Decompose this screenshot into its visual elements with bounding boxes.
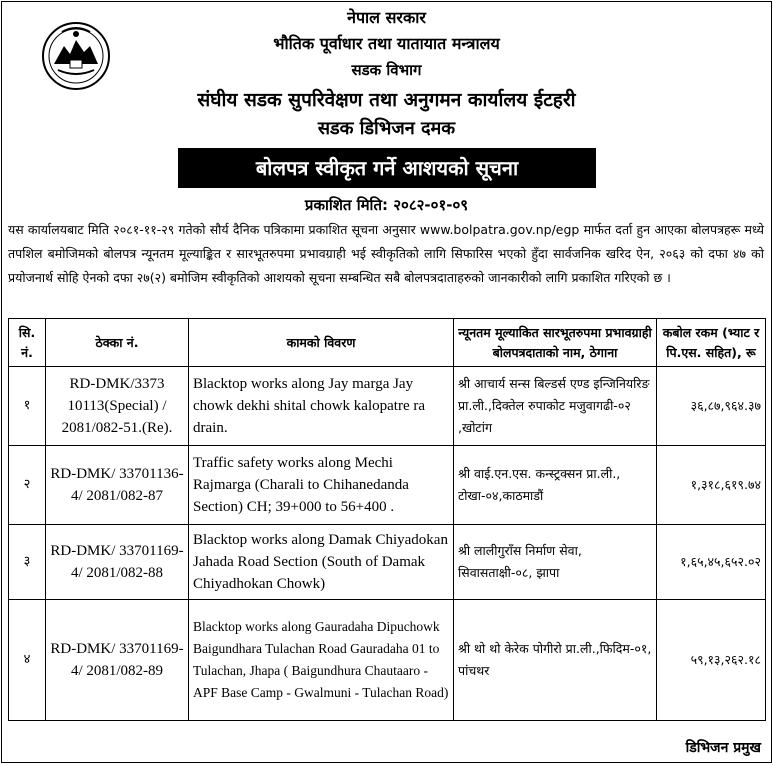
row-contract-no: RD-DMK/ 33701136-4/ 2081/082-87: [46, 446, 189, 525]
row-contract-no: RD-DMK/3373 10113(Special) / 2081/082-51.(Re).: [46, 367, 189, 446]
row-amount: ५९,१३,२६२.१८: [657, 600, 766, 721]
row-amount: ३६,८७,९६४.३७: [657, 367, 766, 446]
row-amount: १,३१८,६१९.७४: [657, 446, 766, 525]
ministry-name: भौतिक पूर्वाधार तथा यातायात मन्त्रालय: [273, 34, 500, 53]
table-row: [9, 446, 766, 525]
header-contract-no: ठेक्का नं.: [46, 319, 189, 367]
government-name: नेपाल सरकार: [347, 8, 426, 27]
row-description: Traffic safety works along Mechi Rajmarga (Charali to Chihanedanda Section) CH; 39+000 to 56+400 .: [189, 446, 454, 525]
intro-paragraph: यस कार्यालयबाट मिति २०८१-११-२९ गतेको सौर्य दैनिक पत्रिकामा प्रकाशित सूचना अनुसार www.bolpatra.gov.np/egp मार्फत दर्ता हुन आएका बोलपत्रहरू मध्ये तपशिल बमोजिमको बोलपत्र न्यूनतम मूल्याङ्कित र सारभूतरुपमा प्रभावग्राही भई स्वीकृतिको लागि सिफारिस भएको हुँदा सार्वजनिक खरिद ऐन, २०६३ को दफा ४७ को प्रयोजनार्थ सोहि ऐनको दफा २७(२) बमोजिम स्वीकृतिको आशयको सूचना सम्बन्धित सबै बोलपत्रदाताहरुको जानकारीको लागि प्रकाशित गरिएको छ ।: [8, 222, 764, 285]
header-description: कामको विवरण: [189, 319, 454, 367]
row-amount: १,६५,४५,६५२.०२: [657, 525, 766, 600]
row-bidder: श्री वाई.एन.एस. कन्स्ट्रक्सन प्रा.ली., टोखा-०४,काठमाडौं: [454, 446, 657, 525]
row-contract-no: RD-DMK/ 33701169-4/ 2081/082-88: [46, 525, 189, 600]
header-bidder: न्यूनतम मूल्याकित सारभूतरुपमा प्रभावग्राही बोलपत्रदाताको नाम, ठेगाना: [454, 319, 657, 367]
row-bidder: श्री थो थो केरेक पोगीरो प्रा.ली.,फिदिम-०१, पांचथर: [454, 600, 657, 721]
header-sn: सि. नं.: [9, 319, 46, 367]
table-row: [9, 367, 766, 446]
division-name: सडक डिभिजन दमक: [317, 118, 456, 139]
row-sn: २: [9, 446, 46, 525]
row-bidder: श्री आचार्य सन्स बिल्डर्स एण्ड इन्जिनियरिङ प्रा.ली.,दिक्तेल रुपाकोट मजुवागढी-०२ ,खोटांग: [454, 367, 657, 446]
row-description: Blacktop works along Damak Chiyadokan Jahada Road Section (South of Damak Chiyadhokan Chowk): [189, 525, 454, 600]
row-sn: ४: [9, 600, 46, 721]
table-row: [9, 600, 766, 721]
notice-page: [1, 1, 772, 763]
office-name: संघीय सडक सुपरिवेक्षण तथा अनुगमन कार्यालय ईटहरी: [197, 89, 576, 111]
row-description: Blacktop works along Jay marga Jay chowk dekhi shital chowk kalopatre ra drain.: [189, 367, 454, 446]
nepal-government-emblem-icon: [40, 20, 112, 92]
row-sn: १: [9, 367, 46, 446]
header-amount: कबोल रकम (भ्याट र पि.एस. सहित), रू: [657, 319, 766, 367]
row-sn: ३: [9, 525, 46, 600]
notice-title: बोलपत्र स्वीकृत गर्ने आशयको सूचना: [178, 148, 596, 188]
signature-title: डिभिजन प्रमुख: [685, 740, 761, 756]
row-contract-no: RD-DMK/ 33701169-4/ 2081/082-89: [46, 600, 189, 721]
row-bidder: श्री लालीगुराँस निर्माण सेवा, सिवासताक्षी-०८, झापा: [454, 525, 657, 600]
bid-table: [8, 318, 766, 721]
department-name: सडक विभाग: [351, 61, 422, 79]
published-date: प्रकाशित मिति: २०८२-०१-०९: [304, 196, 469, 214]
row-description: Blacktop works along Gauradaha Dipuchowk Baigundhara Tulachan Road Gauradaha 01 to Tulachan, Jhapa ( Baigundhura Chautaaro - APF Base Camp - Gwalmuni - Tulachan Road): [189, 600, 454, 721]
table-header-row: [9, 319, 766, 367]
table-row: [9, 525, 766, 600]
